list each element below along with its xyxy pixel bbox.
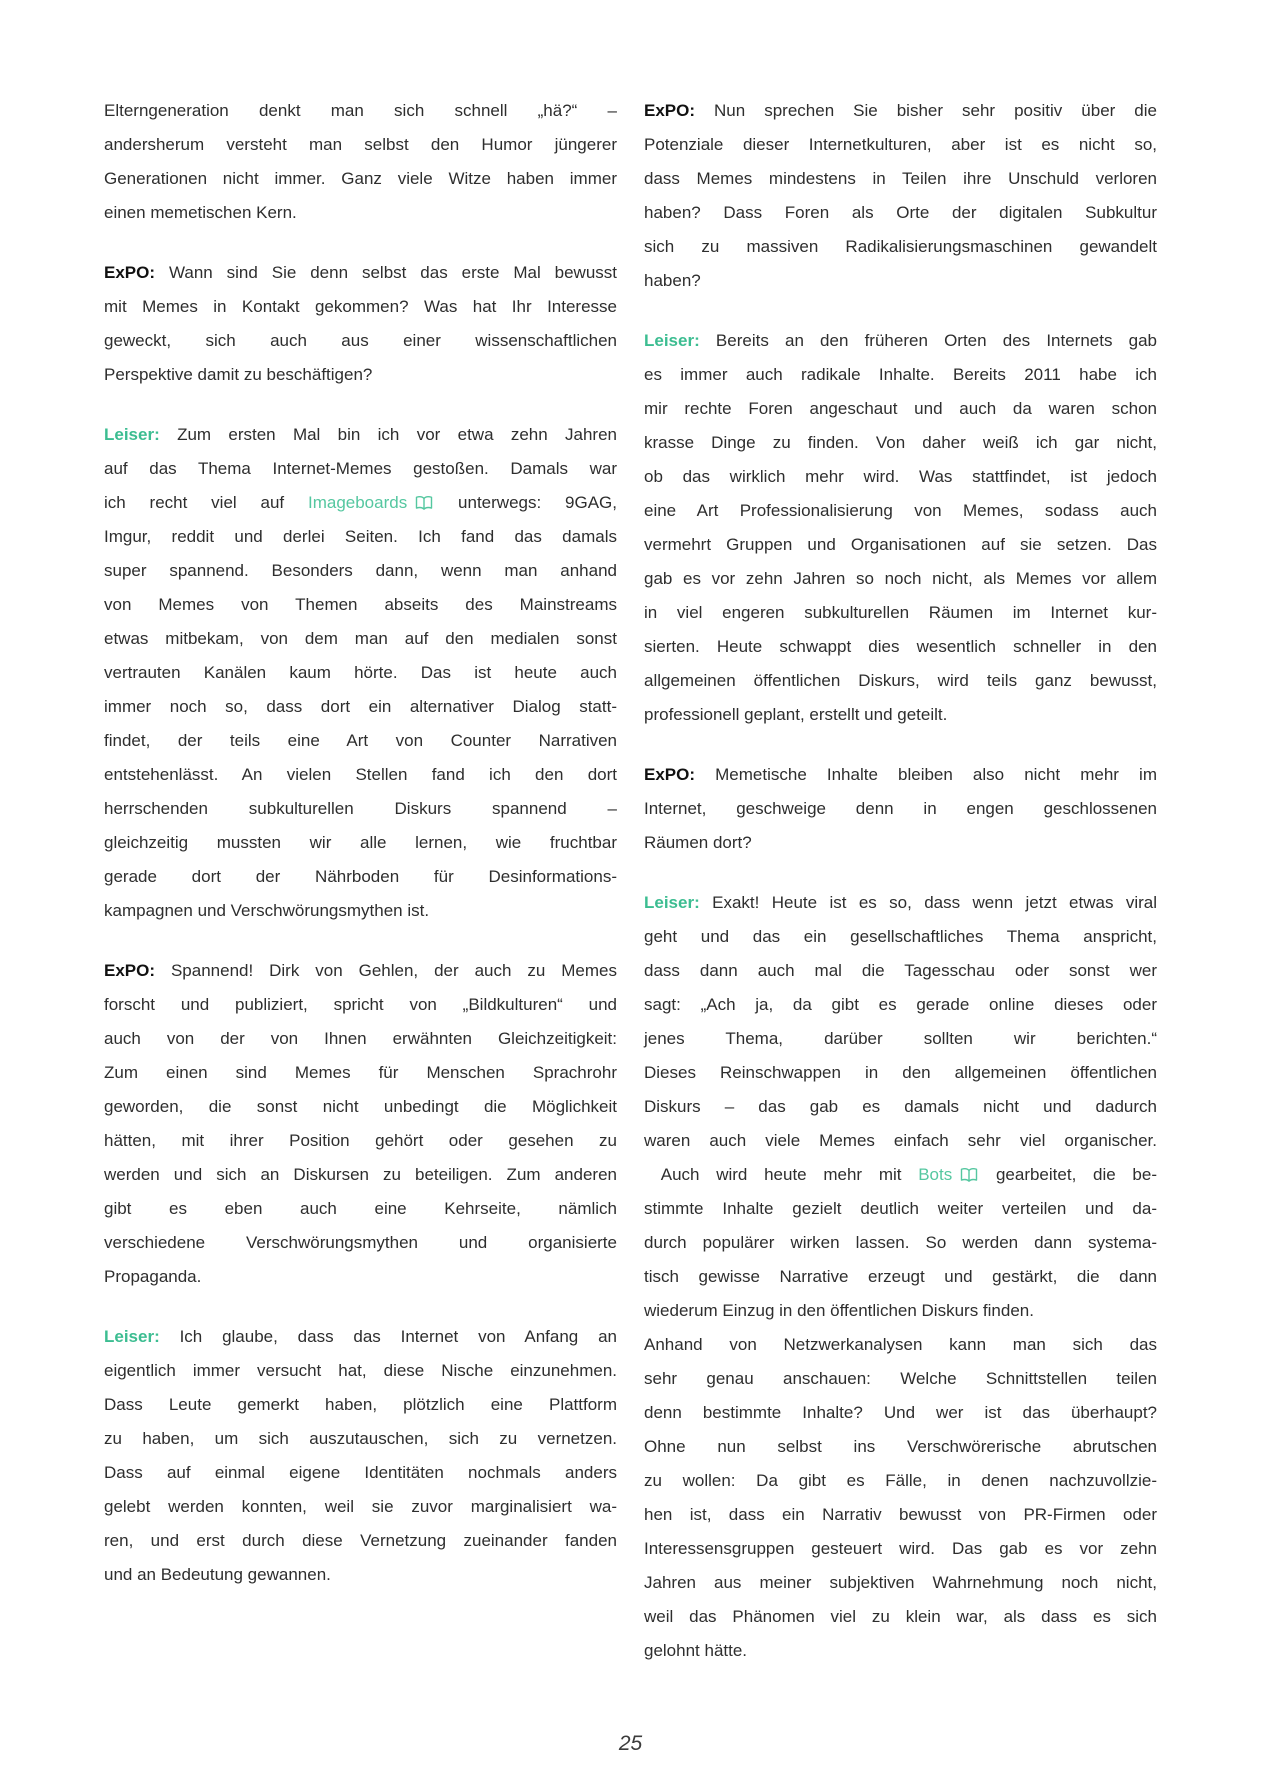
text-run: eine Art Professionalisierung von Memes, sodass auch xyxy=(644,501,1157,520)
speaker-label-leiser: Leiser: xyxy=(644,893,700,912)
interview-paragraph xyxy=(104,954,617,1294)
text-line xyxy=(104,128,617,162)
text-run: allgemeinen öffentlichen Diskurs, wird teils ganz bewusst, xyxy=(644,671,1157,690)
text-run: Dass auf einmal eigene Identitäten nochmals anders xyxy=(104,1463,617,1482)
text-line xyxy=(644,562,1157,596)
text-run: denn bestimmte Inhalte? Und wer ist das überhaupt? xyxy=(644,1403,1157,1422)
text-run: mir rechte Foren angeschaut und auch da waren schon xyxy=(644,399,1157,418)
interview-paragraph xyxy=(104,418,617,928)
interview-paragraph xyxy=(104,1320,617,1592)
text-run: immer noch so, dass dort ein alternativer Dialog statt- xyxy=(104,697,617,716)
text-run: geht und das ein gesellschaftliches Thema anspricht, xyxy=(644,927,1157,946)
text-run: Exakt! Heute ist es so, dass wenn jetzt etwas viral xyxy=(699,893,1157,912)
text-run: Wann sind Sie denn selbst das erste Mal bewusst xyxy=(155,263,617,282)
text-line xyxy=(104,94,617,128)
speaker-label-expo: ExPO: xyxy=(644,765,696,784)
right-column xyxy=(644,94,1157,1694)
text-run: Elterngeneration denkt man sich schnell „hä?“ – xyxy=(104,101,617,120)
text-run: gibt es eben auch eine Kehrseite, nämlich xyxy=(104,1199,617,1218)
text-line xyxy=(104,1422,617,1456)
text-run: entstehenlässt. An vielen Stellen fand ich den dort xyxy=(104,765,617,784)
text-run: Generationen nicht immer. Ganz viele Witze haben immer xyxy=(104,169,617,188)
text-line xyxy=(104,826,617,860)
text-line xyxy=(104,1022,617,1056)
text-line xyxy=(104,1124,617,1158)
text-run: Anhand von Netzwerkanalysen kann man sich das xyxy=(644,1335,1157,1354)
text-line xyxy=(644,1260,1157,1294)
text-run: Dieses Reinschwappen in den allgemeinen öffentlichen xyxy=(644,1063,1157,1082)
text-line xyxy=(104,988,617,1022)
text-run: kampagnen und Verschwörungsmythen ist. xyxy=(104,901,430,920)
text-line xyxy=(104,860,617,894)
text-line xyxy=(644,664,1157,698)
text-line xyxy=(104,894,617,928)
text-line xyxy=(644,1192,1157,1226)
text-run: sich zu massiven Radikalisierungsmaschinen gewandelt xyxy=(644,237,1157,256)
text-line xyxy=(644,758,1157,792)
text-line xyxy=(644,698,1157,732)
text-run: vertrauten Kanälen kaum hörte. Das ist heute auch xyxy=(104,663,617,682)
text-line xyxy=(104,1354,617,1388)
interview-paragraph xyxy=(644,324,1157,732)
text-line xyxy=(104,1490,617,1524)
text-run: Auch wird heute mehr mit xyxy=(644,1165,919,1184)
text-run: durch populärer wirken lassen. So werden dann systema- xyxy=(644,1233,1157,1252)
text-line xyxy=(644,920,1157,954)
text-run: dass Memes mindestens in Teilen ihre Unschuld verloren xyxy=(644,169,1157,188)
text-line xyxy=(104,520,617,554)
text-run: gerade dort der Nährboden für Desinformations- xyxy=(104,867,617,886)
text-line xyxy=(104,656,617,690)
text-line xyxy=(644,1600,1157,1634)
text-line xyxy=(644,358,1157,392)
text-line xyxy=(104,452,617,486)
text-line xyxy=(644,94,1157,128)
text-line xyxy=(104,1260,617,1294)
text-run: von Memes von Themen abseits des Mainstreams xyxy=(104,595,617,614)
text-run: gelohnt hätte. xyxy=(644,1641,748,1660)
text-run: haben? Dass Foren als Orte der digitalen Subkultur xyxy=(644,203,1157,222)
text-run: Imgur, reddit und derlei Seiten. Ich fand das damals xyxy=(104,527,617,546)
text-line xyxy=(104,954,617,988)
text-line xyxy=(104,690,617,724)
text-run: forscht und publiziert, spricht von „Bildkulturen“ und xyxy=(104,995,617,1014)
text-run: super spannend. Besonders dann, wenn man anhand xyxy=(104,561,617,580)
speaker-label-leiser: Leiser: xyxy=(644,331,700,350)
speaker-label-leiser: Leiser: xyxy=(104,1327,160,1346)
text-run: haben? xyxy=(644,271,701,290)
text-run: Jahren aus meiner subjektiven Wahrnehmung noch nicht, xyxy=(644,1573,1157,1592)
text-run: weil das Phänomen viel zu klein war, als dass es sich xyxy=(644,1607,1157,1626)
text-line xyxy=(104,1456,617,1490)
text-run: Bereits an den früheren Orten des Internets gab xyxy=(699,331,1157,350)
text-run: in viel engeren subkulturellen Räumen im Internet kur- xyxy=(644,603,1157,622)
text-run: ob das wirklich mehr wird. Was stattfindet, ist jedoch xyxy=(644,467,1157,486)
speaker-label-expo: ExPO: xyxy=(104,961,156,980)
text-run: unterwegs: 9GAG, xyxy=(434,493,617,512)
text-line xyxy=(644,630,1157,664)
text-line xyxy=(644,128,1157,162)
text-line xyxy=(644,1464,1157,1498)
interview-paragraph xyxy=(644,758,1157,860)
text-line xyxy=(644,596,1157,630)
text-run: geweckt, sich auch aus einer wissenschaftlichen xyxy=(104,331,617,350)
text-line xyxy=(644,1532,1157,1566)
text-run: gearbeitet, die be- xyxy=(979,1165,1157,1184)
text-line xyxy=(644,954,1157,988)
text-line xyxy=(104,196,617,230)
page-number: 25 xyxy=(618,1732,643,1755)
interview-paragraph xyxy=(104,256,617,392)
text-line xyxy=(644,196,1157,230)
text-line xyxy=(104,1090,617,1124)
text-run: Perspektive damit zu beschäftigen? xyxy=(104,365,373,384)
text-line xyxy=(644,1430,1157,1464)
text-line xyxy=(104,1524,617,1558)
text-run: findet, der teils eine Art von Counter Narrativen xyxy=(104,731,617,750)
text-line xyxy=(104,256,617,290)
text-run: Diskurs – das gab es damals nicht und dadurch xyxy=(644,1097,1157,1116)
book-icon[interactable] xyxy=(959,1158,979,1192)
text-line xyxy=(644,1566,1157,1600)
text-line xyxy=(644,1226,1157,1260)
text-line xyxy=(644,1634,1157,1668)
text-run: herrschenden subkulturellen Diskurs spannend – xyxy=(104,799,617,818)
text-line xyxy=(644,1294,1157,1328)
text-line xyxy=(104,324,617,358)
text-run: ren, und erst durch diese Vernetzung zueinander fanden xyxy=(104,1531,617,1550)
text-run: krasse Dinge zu finden. Von daher weiß ich gar nicht, xyxy=(644,433,1157,452)
text-line xyxy=(104,1558,617,1592)
text-line xyxy=(644,1158,1157,1192)
text-run: Spannend! Dirk von Gehlen, der auch zu Memes xyxy=(155,961,617,980)
speaker-label-expo: ExPO: xyxy=(644,101,696,120)
text-line xyxy=(644,426,1157,460)
text-run: verschiedene Verschwörungsmythen und organisierte xyxy=(104,1233,617,1252)
text-run: Dass Leute gemerkt haben, plötzlich eine Plattform xyxy=(104,1395,617,1414)
text-line xyxy=(104,724,617,758)
text-line xyxy=(644,1124,1157,1158)
text-line xyxy=(104,358,617,392)
text-run: wiederum Einzug in den öffentlichen Diskurs finden. xyxy=(644,1301,1034,1320)
text-line xyxy=(104,758,617,792)
text-line xyxy=(644,324,1157,358)
text-run: gelebt werden konnten, weil sie zuvor marginalisiert wa- xyxy=(104,1497,617,1516)
text-line xyxy=(104,162,617,196)
text-line xyxy=(104,792,617,826)
text-run: Zum einen sind Memes für Menschen Sprachrohr xyxy=(104,1063,617,1082)
glossary-link[interactable]: Imageboards xyxy=(307,493,408,512)
text-run: hätten, mit ihrer Position gehört oder gesehen zu xyxy=(104,1131,617,1150)
glossary-link[interactable]: Bots xyxy=(918,1165,953,1184)
book-icon[interactable] xyxy=(414,486,434,520)
text-run: tisch gewisse Narrative erzeugt und gestärkt, die dann xyxy=(644,1267,1157,1286)
text-line xyxy=(644,1090,1157,1124)
text-line xyxy=(644,494,1157,528)
text-run: geworden, die sonst nicht unbedingt die Möglichkeit xyxy=(104,1097,617,1116)
text-line xyxy=(104,1192,617,1226)
text-run: Internet, geschweige denn in engen geschlossenen xyxy=(644,799,1157,818)
text-line xyxy=(644,1022,1157,1056)
text-run: sagt: „Ach ja, da gibt es gerade online dieses oder xyxy=(644,995,1157,1014)
text-run: zu haben, um sich auszutauschen, sich zu vernetzen. xyxy=(104,1429,617,1448)
text-line xyxy=(104,418,617,452)
text-run: etwas mitbekam, von dem man auf den medialen sonst xyxy=(104,629,617,648)
text-run: mit Memes in Kontakt gekommen? Was hat Ihr Interesse xyxy=(104,297,617,316)
interview-paragraph xyxy=(644,886,1157,1668)
text-run: gleichzeitig mussten wir alle lernen, wie fruchtbar xyxy=(104,833,617,852)
interview-paragraph xyxy=(644,94,1157,298)
text-run: sehr genau anschauen: Welche Schnittstellen teilen xyxy=(644,1369,1157,1388)
text-run: waren auch viele Memes einfach sehr viel organischer. xyxy=(644,1131,1157,1150)
text-line xyxy=(644,528,1157,562)
two-column-text xyxy=(104,94,1157,1694)
text-run: jenes Thema, darüber sollten wir berichten.“ xyxy=(644,1029,1157,1048)
speaker-label-leiser: Leiser: xyxy=(104,425,160,444)
text-line xyxy=(644,1056,1157,1090)
text-run: es immer auch radikale Inhalte. Bereits 2011 habe ich xyxy=(644,365,1157,384)
text-line xyxy=(104,588,617,622)
speaker-label-expo: ExPO: xyxy=(104,263,156,282)
text-line xyxy=(644,264,1157,298)
text-line xyxy=(644,1328,1157,1362)
text-run: Potenziale dieser Internetkulturen, aber ist es nicht so, xyxy=(644,135,1157,154)
text-run: Ohne nun selbst ins Verschwörerische abrutschen xyxy=(644,1437,1157,1456)
text-run: werden und sich an Diskursen zu beteiligen. Zum anderen xyxy=(104,1165,617,1184)
text-run: Interessensgruppen gesteuert wird. Das gab es vor zehn xyxy=(644,1539,1157,1558)
text-run: Ich glaube, dass das Internet von Anfang an xyxy=(159,1327,617,1346)
text-run: gab es vor zehn Jahren so noch nicht, als Memes vor allem xyxy=(644,569,1157,588)
text-line xyxy=(104,290,617,324)
text-run: vermehrt Gruppen und Organisationen auf sie setzen. Das xyxy=(644,535,1157,554)
text-run: sierten. Heute schwappt dies wesentlich schneller in den xyxy=(644,637,1157,656)
text-run: hen ist, dass ein Narrativ bewusst von PR-Firmen oder xyxy=(644,1505,1157,1524)
text-run: dass dann auch mal die Tagesschau oder sonst wer xyxy=(644,961,1157,980)
text-run: auch von der von Ihnen erwähnten Gleichzeitigkeit: xyxy=(104,1029,617,1048)
text-line xyxy=(644,1362,1157,1396)
text-line xyxy=(104,554,617,588)
text-line xyxy=(104,1056,617,1090)
text-line xyxy=(644,792,1157,826)
interview-paragraph xyxy=(104,94,617,230)
text-run: Propaganda. xyxy=(104,1267,202,1286)
text-run: und an Bedeutung gewannen. xyxy=(104,1565,331,1584)
text-line xyxy=(644,162,1157,196)
text-line xyxy=(104,486,617,520)
text-line xyxy=(644,1498,1157,1532)
text-line xyxy=(104,1388,617,1422)
text-line xyxy=(644,1396,1157,1430)
text-line xyxy=(644,230,1157,264)
text-run: auf das Thema Internet-Memes gestoßen. Damals war xyxy=(104,459,617,478)
text-line xyxy=(644,460,1157,494)
text-run: Räumen dort? xyxy=(644,833,752,852)
text-run: eigentlich immer versucht hat, diese Nische einzunehmen. xyxy=(104,1361,617,1380)
text-line xyxy=(104,622,617,656)
text-run: einen memetischen Kern. xyxy=(104,203,297,222)
text-line xyxy=(644,392,1157,426)
text-run: professionell geplant, erstellt und geteilt. xyxy=(644,705,948,724)
text-run: Memetische Inhalte bleiben also nicht mehr im xyxy=(695,765,1157,784)
text-line xyxy=(104,1320,617,1354)
text-line xyxy=(644,988,1157,1022)
text-line xyxy=(104,1158,617,1192)
left-column xyxy=(104,94,617,1694)
text-run: andersherum versteht man selbst den Humor jüngerer xyxy=(104,135,617,154)
text-run: stimmte Inhalte gezielt deutlich weiter verteilen und da- xyxy=(644,1199,1157,1218)
text-run: ich recht viel auf xyxy=(104,493,308,512)
text-line xyxy=(104,1226,617,1260)
text-run: Nun sprechen Sie bisher sehr positiv über die xyxy=(695,101,1157,120)
text-line xyxy=(644,886,1157,920)
text-run: Zum ersten Mal bin ich vor etwa zehn Jahren xyxy=(159,425,617,444)
text-run: zu wollen: Da gibt es Fälle, in denen nachzuvollzie- xyxy=(644,1471,1157,1490)
text-line xyxy=(644,826,1157,860)
